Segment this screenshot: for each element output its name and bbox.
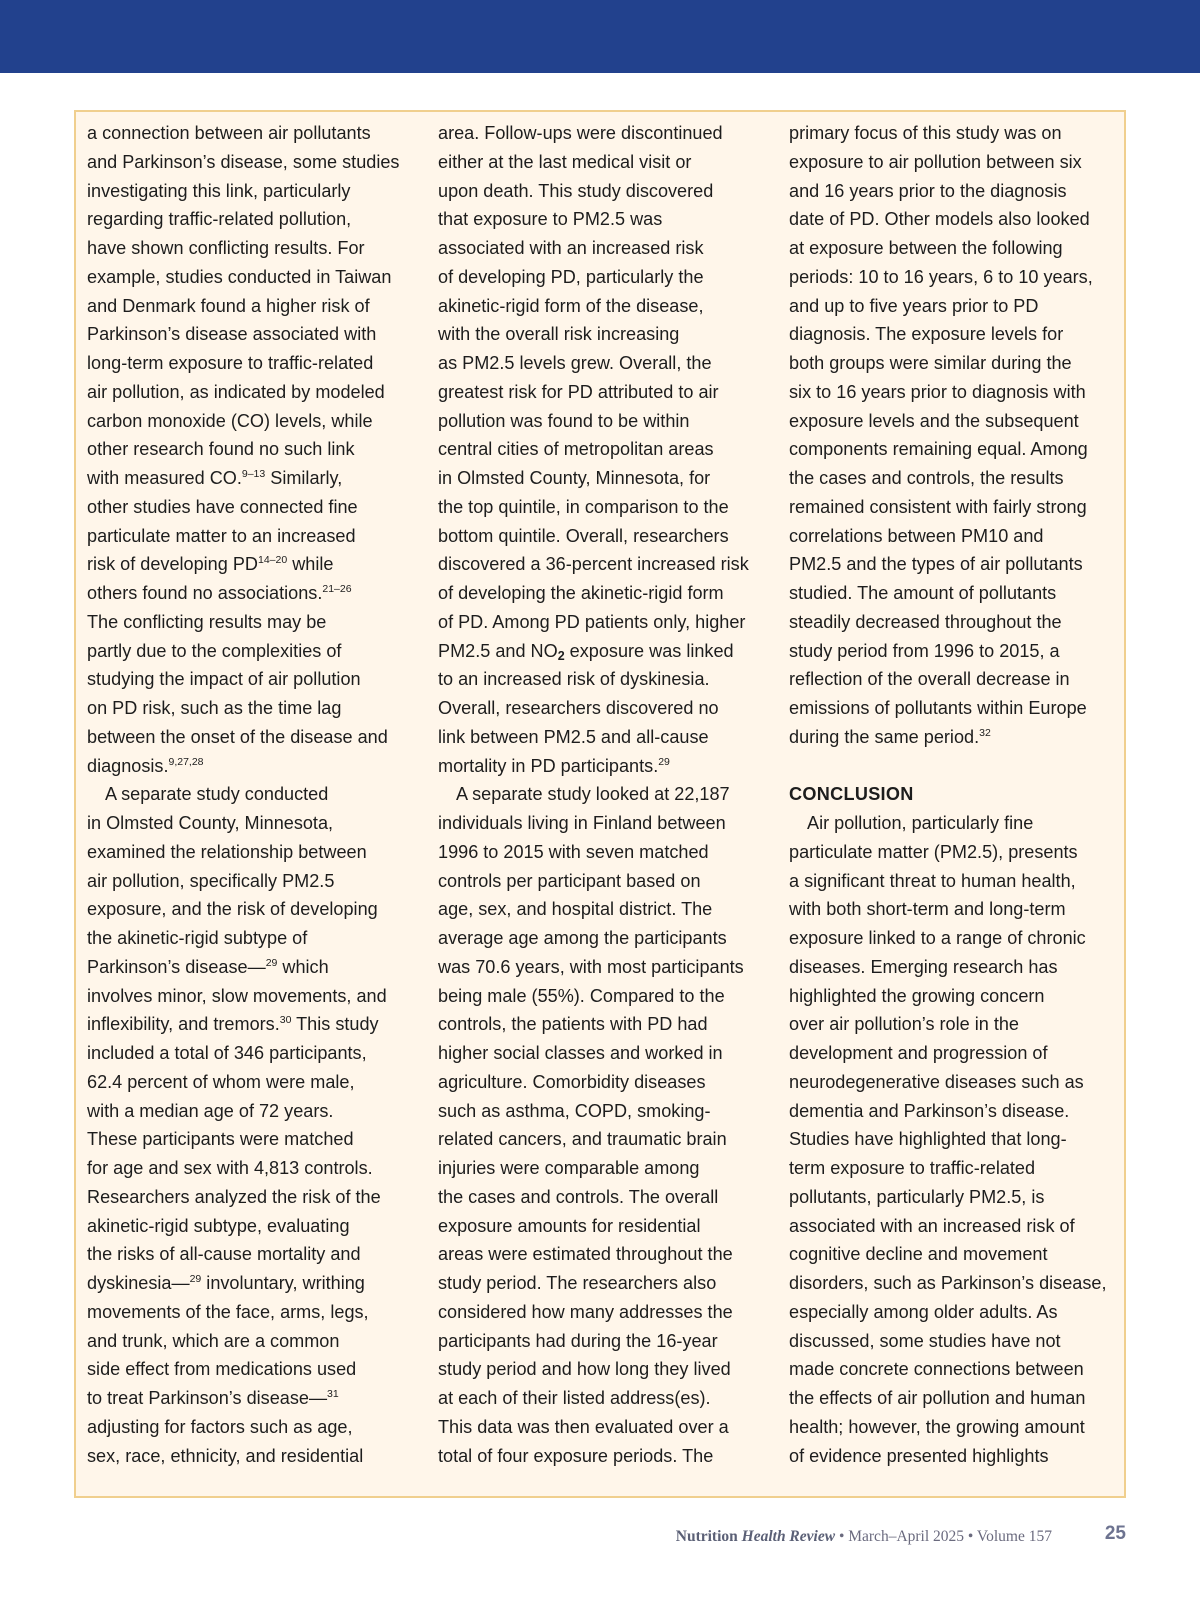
text-line: components remaining equal. Among: [789, 439, 1088, 460]
text-fragment: PM2.5 and NO: [438, 640, 558, 661]
text-line: other studies have connected fine: [87, 496, 358, 517]
text-line: either at the last medical visit or: [438, 151, 692, 172]
text-line: Researchers analyzed the risk of the: [87, 1186, 381, 1207]
text-line: carbon monoxide (CO) levels, while: [87, 410, 373, 431]
text-line: [87, 1269, 415, 1298]
text-line: Overall, researchers discovered no: [438, 698, 719, 718]
text-fragment: dyskinesia—: [87, 1273, 190, 1293]
text-line: Air pollution, particularly fine: [807, 813, 1034, 833]
text-line: movements of the face, arms, legs,: [87, 1301, 369, 1322]
text-fragment: mortality in PD participants.: [438, 755, 659, 776]
text-line: total of four exposure periods. The: [438, 1445, 714, 1466]
text-line: related cancers, and traumatic brain: [438, 1129, 727, 1150]
text-line: diseases. Emerging research has: [789, 956, 1058, 977]
text-line: term exposure to traffic-related: [789, 1158, 1036, 1178]
text-fragment: others found no associations.: [87, 583, 323, 603]
citation-superscript: 30: [279, 1014, 292, 1027]
citation-superscript: 29: [265, 956, 278, 969]
text-line: studying the impact of air pollution: [87, 669, 361, 690]
text-line: six to 16 years prior to diagnosis with: [789, 381, 1086, 402]
text-line: and 16 years prior to the diagnosis: [789, 180, 1067, 201]
text-line: [789, 723, 1117, 752]
text-line: Studies have highlighted that long-: [789, 1129, 1067, 1150]
text-line: sex, race, ethnicity, and residential: [87, 1445, 364, 1466]
text-line: disorders, such as Parkinson’s disease,: [789, 1273, 1107, 1293]
text-fragment: diagnosis.: [87, 755, 169, 776]
text-line: upon death. This study discovered: [438, 180, 714, 201]
text-line: with the overall risk increasing: [438, 324, 680, 345]
text-line: over air pollution’s role in the: [789, 1014, 1019, 1035]
text-line: the top quintile, in comparison to the: [438, 496, 729, 517]
text-line: remained consistent with fairly strong: [789, 496, 1087, 517]
text-line: akinetic-rigid form of the disease,: [438, 295, 704, 316]
text-line: 62.4 percent of whom were male,: [87, 1071, 355, 1092]
text-line: to an increased risk of dyskinesia.: [438, 669, 710, 690]
text-line: periods: 10 to 16 years, 6 to 10 years,: [789, 266, 1093, 287]
text-fragment: inflexibility, and tremors.: [87, 1014, 280, 1035]
text-line: as PM2.5 levels grew. Overall, the: [438, 353, 712, 373]
text-fragment: This study: [291, 1014, 379, 1035]
text-line: exposure, and the risk of developing: [87, 899, 378, 920]
text-line: [438, 637, 766, 666]
text-line: the cases and controls. The overall: [438, 1186, 719, 1207]
blank-line: [789, 752, 1117, 781]
publication-name: Nutrition: [675, 1528, 742, 1545]
text-line: These participants were matched: [87, 1129, 354, 1150]
text-line: for age and sex with 4,813 controls.: [87, 1158, 373, 1178]
text-line: that exposure to PM2.5 was: [438, 209, 663, 230]
text-fragment: Parkinson’s disease—: [87, 956, 266, 977]
text-line: pollution was found to be within: [438, 410, 690, 431]
text-line: and trunk, which are a common: [87, 1330, 340, 1351]
page-footer: [500, 1528, 1052, 1546]
text-line: primary focus of this study was on: [789, 123, 1062, 143]
text-line: a significant threat to human health,: [789, 870, 1076, 891]
text-line: regarding traffic-related pollution,: [87, 209, 352, 230]
text-line: the risks of all-cause mortality and: [87, 1244, 361, 1265]
text-line: of evidence presented highlights: [789, 1445, 1049, 1466]
text-line: emissions of pollutants within Europe: [789, 698, 1087, 718]
text-line: study period. The researchers also: [438, 1273, 717, 1293]
citation-superscript: 9–13: [241, 468, 266, 480]
text-line: side effect from medications used: [87, 1359, 357, 1380]
text-line: discussed, some studies have not: [789, 1330, 1061, 1351]
text-line: exposure amounts for residential: [438, 1215, 701, 1236]
text-line: of developing the akinetic-rigid form: [438, 583, 724, 603]
text-line: individuals living in Finland between: [438, 813, 726, 833]
text-line: associated with an increased risk: [438, 238, 704, 258]
text-fragment: to treat Parkinson’s disease—: [87, 1388, 328, 1408]
text-line: and Parkinson’s disease, some studies: [87, 151, 400, 172]
text-line: with both short-term and long-term: [789, 899, 1066, 920]
text-line: health; however, the growing amount: [789, 1416, 1085, 1437]
text-line: pollutants, particularly PM2.5, is: [789, 1186, 1045, 1207]
text-line: [87, 953, 415, 982]
text-line: other research found no such link: [87, 439, 355, 460]
text-fragment: exposure was linked: [564, 640, 734, 661]
text-line: studied. The amount of pollutants: [789, 583, 1057, 603]
text-line: age, sex, and hospital district. The: [438, 899, 713, 920]
text-line: exposure linked to a range of chronic: [789, 928, 1086, 948]
text-line: was 70.6 years, with most participants: [438, 956, 744, 977]
text-fragment: while: [287, 554, 334, 575]
text-line: adjusting for factors such as age,: [87, 1416, 353, 1437]
text-line: date of PD. Other models also looked: [789, 209, 1090, 230]
text-line: controls per participant based on: [438, 870, 701, 891]
text-line: exposure to air pollution between six: [789, 151, 1082, 172]
citation-superscript: 29: [658, 755, 670, 768]
text-line: considered how many addresses the: [438, 1301, 733, 1322]
citation-superscript: 21–26: [322, 583, 352, 595]
text-line: included a total of 346 participants,: [87, 1043, 367, 1063]
text-line: study period and how long they lived: [438, 1359, 731, 1380]
text-line: injuries were comparable among: [438, 1158, 700, 1178]
text-line: reflection of the overall decrease in: [789, 669, 1070, 690]
text-line: [87, 752, 415, 781]
text-line: and Denmark found a higher risk of: [87, 295, 370, 316]
text-line: Parkinson’s disease associated with: [87, 324, 377, 345]
text-line: study period from 1996 to 2015, a: [789, 640, 1060, 661]
text-fragment: involuntary, writhing: [201, 1273, 365, 1293]
text-line: the effects of air pollution and human: [789, 1388, 1086, 1408]
issue-info: • March–April 2025 • Volume 157: [835, 1528, 1052, 1545]
text-line: bottom quintile. Overall, researchers: [438, 525, 729, 546]
text-line: higher social classes and worked in: [438, 1043, 723, 1063]
text-line: neurodegenerative diseases such as: [789, 1071, 1084, 1092]
text-line: have shown conflicting results. For: [87, 238, 365, 258]
text-line: A separate study conducted: [105, 784, 329, 805]
text-line: [87, 579, 415, 608]
text-line: discovered a 36-percent increased risk: [438, 554, 749, 575]
text-line: development and progression of: [789, 1043, 1048, 1063]
text-line: agriculture. Comorbidity diseases: [438, 1071, 706, 1092]
text-line: associated with an increased risk of: [789, 1215, 1075, 1236]
text-line: The conflicting results may be: [87, 611, 327, 632]
citation-superscript: 9,27,28: [168, 755, 204, 768]
text-line: of PD. Among PD patients only, higher: [438, 611, 746, 632]
text-line: a connection between air pollutants: [87, 123, 371, 143]
text-line: at each of their listed address(es).: [438, 1388, 711, 1408]
text-line: diagnosis. The exposure levels for: [789, 324, 1064, 345]
text-line: both groups were similar during the: [789, 353, 1072, 373]
text-line: with a median age of 72 years.: [87, 1100, 334, 1121]
text-line: greatest risk for PD attributed to air: [438, 381, 719, 402]
text-line: in Olmsted County, Minnesota,: [87, 813, 334, 833]
text-line: the cases and controls, the results: [789, 468, 1064, 488]
text-line: A separate study looked at 22,187: [456, 784, 730, 805]
text-line: air pollution, as indicated by modeled: [87, 381, 385, 402]
text-line: This data was then evaluated over a: [438, 1416, 729, 1437]
publication-name-italic: Health Review: [741, 1528, 836, 1545]
header-bar: [0, 0, 1200, 73]
text-line: areas were estimated throughout the: [438, 1244, 733, 1265]
text-line: particulate matter to an increased: [87, 525, 356, 546]
text-line: particulate matter (PM2.5), presents: [789, 841, 1078, 862]
text-line: correlations between PM10 and: [789, 525, 1044, 546]
text-fragment: which: [277, 956, 329, 977]
text-line: and up to five years prior to PD: [789, 295, 1039, 316]
text-fragment: risk of developing PD: [87, 554, 258, 575]
text-line: the akinetic-rigid subtype of: [87, 928, 308, 948]
text-line: participants had during the 16-year: [438, 1330, 718, 1351]
text-line: controls, the patients with PD had: [438, 1014, 708, 1035]
text-line: of developing PD, particularly the: [438, 266, 704, 287]
text-line: between the onset of the disease and: [87, 726, 388, 747]
citation-superscript: 31: [327, 1388, 339, 1400]
text-line: such as asthma, COPD, smoking-: [438, 1100, 711, 1121]
text-line: in Olmsted County, Minnesota, for: [438, 468, 711, 488]
page-number: 25: [1104, 1523, 1126, 1544]
text-line: [87, 464, 415, 493]
text-line: [438, 752, 766, 781]
text-line: central cities of metropolitan areas: [438, 439, 714, 460]
text-line: [87, 1384, 415, 1413]
text-line: dementia and Parkinson’s disease.: [789, 1100, 1070, 1121]
citation-superscript: 32: [979, 726, 991, 739]
text-line: area. Follow-ups were discontinued: [438, 123, 723, 143]
text-line: [87, 550, 415, 579]
text-line: average age among the participants: [438, 928, 727, 948]
text-line: especially among older adults. As: [789, 1301, 1058, 1322]
column-3: [789, 119, 1117, 1470]
text-line: exposure levels and the subsequent: [789, 410, 1079, 431]
text-line: air pollution, specifically PM2.5: [87, 870, 335, 891]
text-line: akinetic-rigid subtype, evaluating: [87, 1215, 350, 1236]
text-fragment: during the same period.: [789, 726, 980, 747]
subscript: 2: [557, 648, 565, 663]
text-line: link between PM2.5 and all-cause: [438, 726, 709, 747]
text-line: at exposure between the following: [789, 238, 1063, 258]
text-line: 1996 to 2015 with seven matched: [438, 841, 709, 862]
article-box: [74, 110, 1126, 1498]
text-line: involves minor, slow movements, and: [87, 985, 387, 1006]
column-2: [438, 119, 766, 1470]
text-fragment: with measured CO.: [87, 468, 242, 488]
text-line: cognitive decline and movement: [789, 1244, 1048, 1265]
text-line: PM2.5 and the types of air pollutants: [789, 554, 1083, 575]
text-line: [87, 1010, 415, 1039]
text-line: examined the relationship between: [87, 841, 367, 862]
text-line: example, studies conducted in Taiwan: [87, 266, 392, 287]
text-line: steadily decreased throughout the: [789, 611, 1062, 632]
text-line: highlighted the growing concern: [789, 985, 1045, 1006]
text-line: being male (55%). Compared to the: [438, 985, 725, 1006]
text-line: made concrete connections between: [789, 1359, 1084, 1380]
column-1: [87, 119, 415, 1470]
text-line: long-term exposure to traffic-related: [87, 353, 374, 373]
text-fragment: Similarly,: [265, 468, 343, 488]
text-line: partly due to the complexities of: [87, 640, 342, 661]
text-line: investigating this link, particularly: [87, 180, 351, 201]
text-line: on PD risk, such as the time lag: [87, 698, 342, 718]
section-heading: CONCLUSION: [789, 784, 914, 805]
citation-superscript: 29: [189, 1273, 202, 1285]
citation-superscript: 14–20: [257, 554, 288, 567]
